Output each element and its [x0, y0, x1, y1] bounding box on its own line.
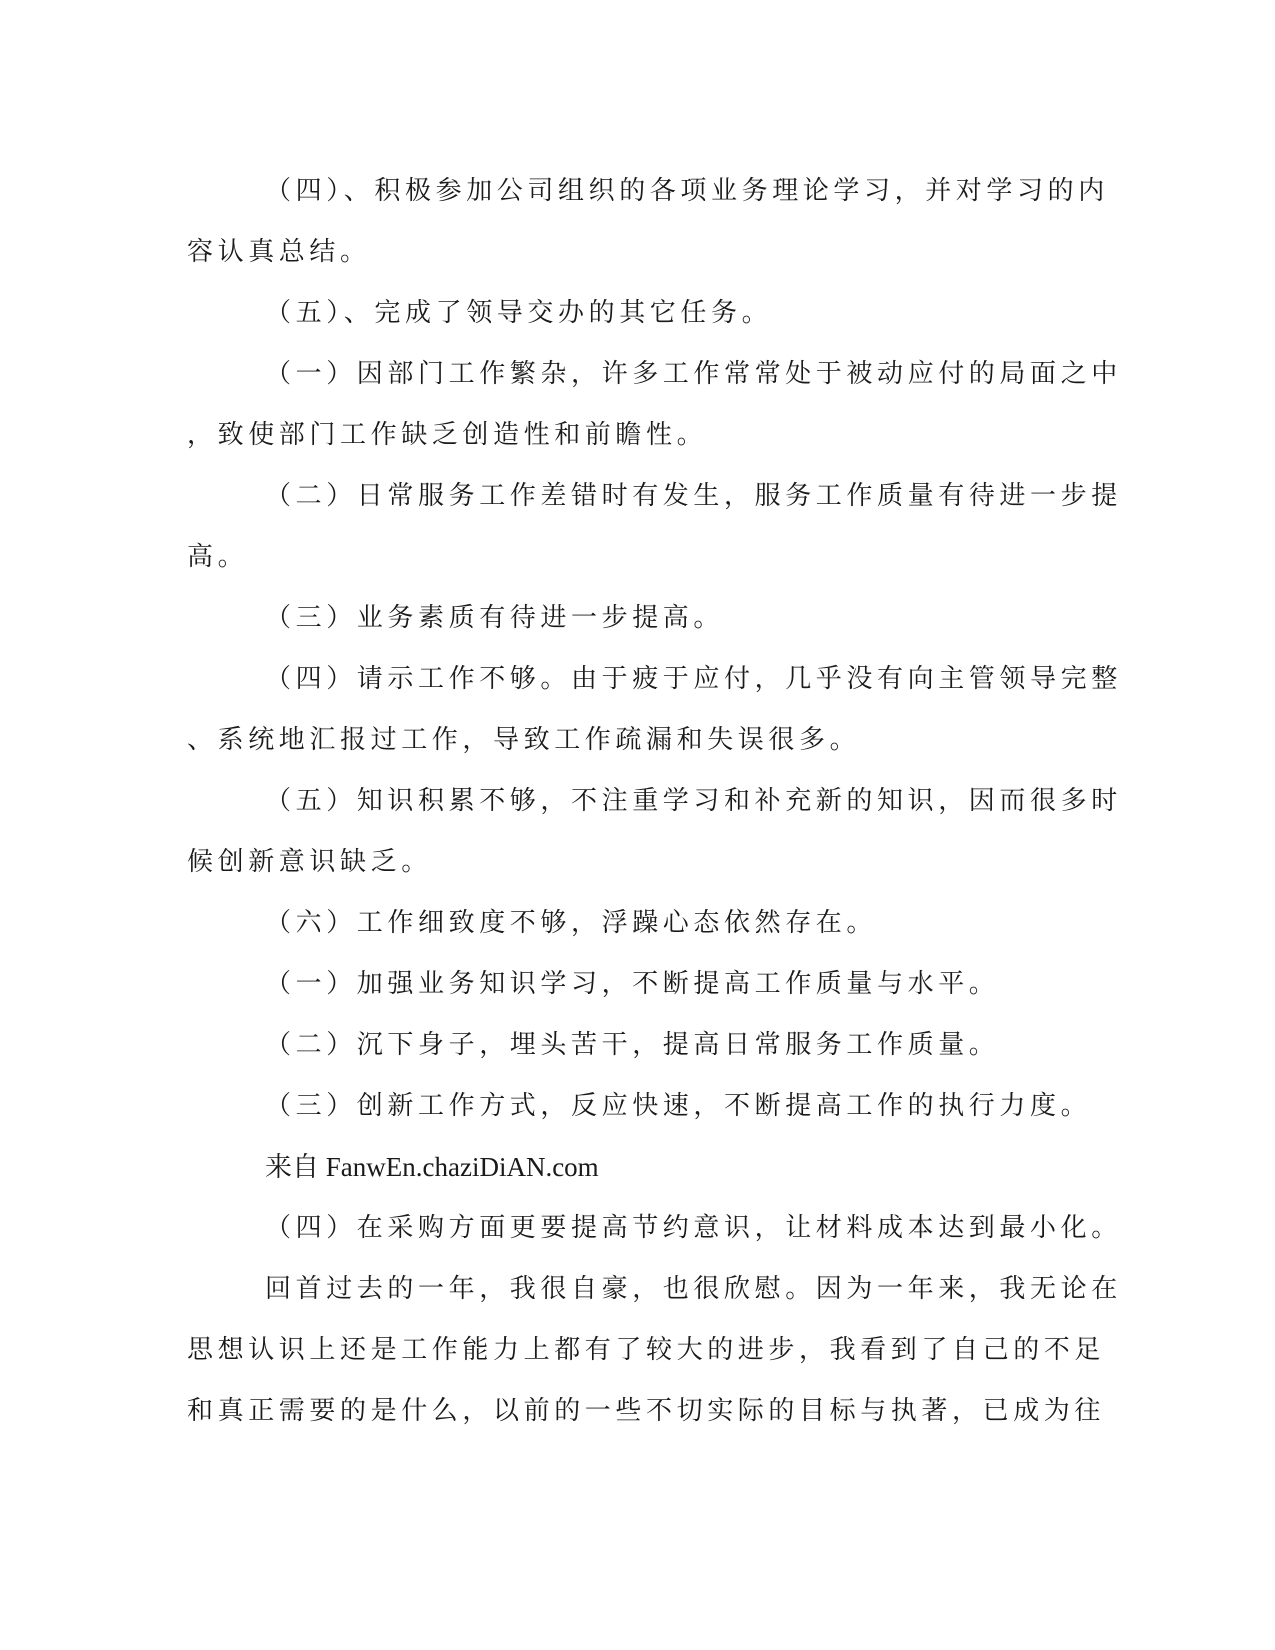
paragraph-line: （四）、积极参加公司组织的各项业务理论学习，并对学习的内 [265, 176, 1109, 206]
paragraph-line: （三）业务素质有待进一步提高。 [265, 603, 725, 633]
paragraph-line: （二）沉下身子，埋头苦干，提高日常服务工作质量。 [265, 1030, 1000, 1060]
paragraph-line: （一）加强业务知识学习，不断提高工作质量与水平。 [265, 969, 1000, 999]
paragraph-line: 思想认识上还是工作能力上都有了较大的进步，我看到了自己的不足 [187, 1335, 1106, 1365]
paragraph-line: （五）、完成了领导交办的其它任务。 [265, 298, 773, 328]
paragraph-line: 高。 [187, 542, 249, 572]
paragraph-line: （二）日常服务工作差错时有发生，服务工作质量有待进一步提 [265, 481, 1122, 511]
paragraph-line: ，致使部门工作缺乏创造性和前瞻性。 [187, 420, 708, 450]
paragraph-line: 、系统地汇报过工作，导致工作疏漏和失误很多。 [187, 725, 861, 755]
paragraph-line: 候创新意识缺乏。 [187, 847, 432, 877]
paragraph-line: （五）知识积累不够，不注重学习和补充新的知识，因而很多时 [265, 786, 1122, 816]
paragraph-line: 容认真总结。 [187, 237, 371, 267]
paragraph-line: （四）在采购方面更要提高节约意识，让材料成本达到最小化。 [265, 1213, 1122, 1243]
paragraph-line: （六）工作细致度不够，浮躁心态依然存在。 [265, 908, 878, 938]
paragraph-line: （四）请示工作不够。由于疲于应付，几乎没有向主管领导完整 [265, 664, 1122, 694]
document-body [187, 161, 1122, 1442]
paragraph-line: （一）因部门工作繁杂，许多工作常常处于被动应付的局面之中 [265, 359, 1122, 389]
paragraph-line: 回首过去的一年，我很自豪，也很欣慰。因为一年来，我无论在 [265, 1274, 1122, 1304]
source-line: 来自 FanwEn.chaziDiAN.com [265, 1152, 599, 1182]
paragraph-line: 和真正需要的是什么，以前的一些不切实际的目标与执著，已成为往 [187, 1396, 1106, 1426]
paragraph-line: （三）创新工作方式，反应快速，不断提高工作的执行力度。 [265, 1091, 1092, 1121]
